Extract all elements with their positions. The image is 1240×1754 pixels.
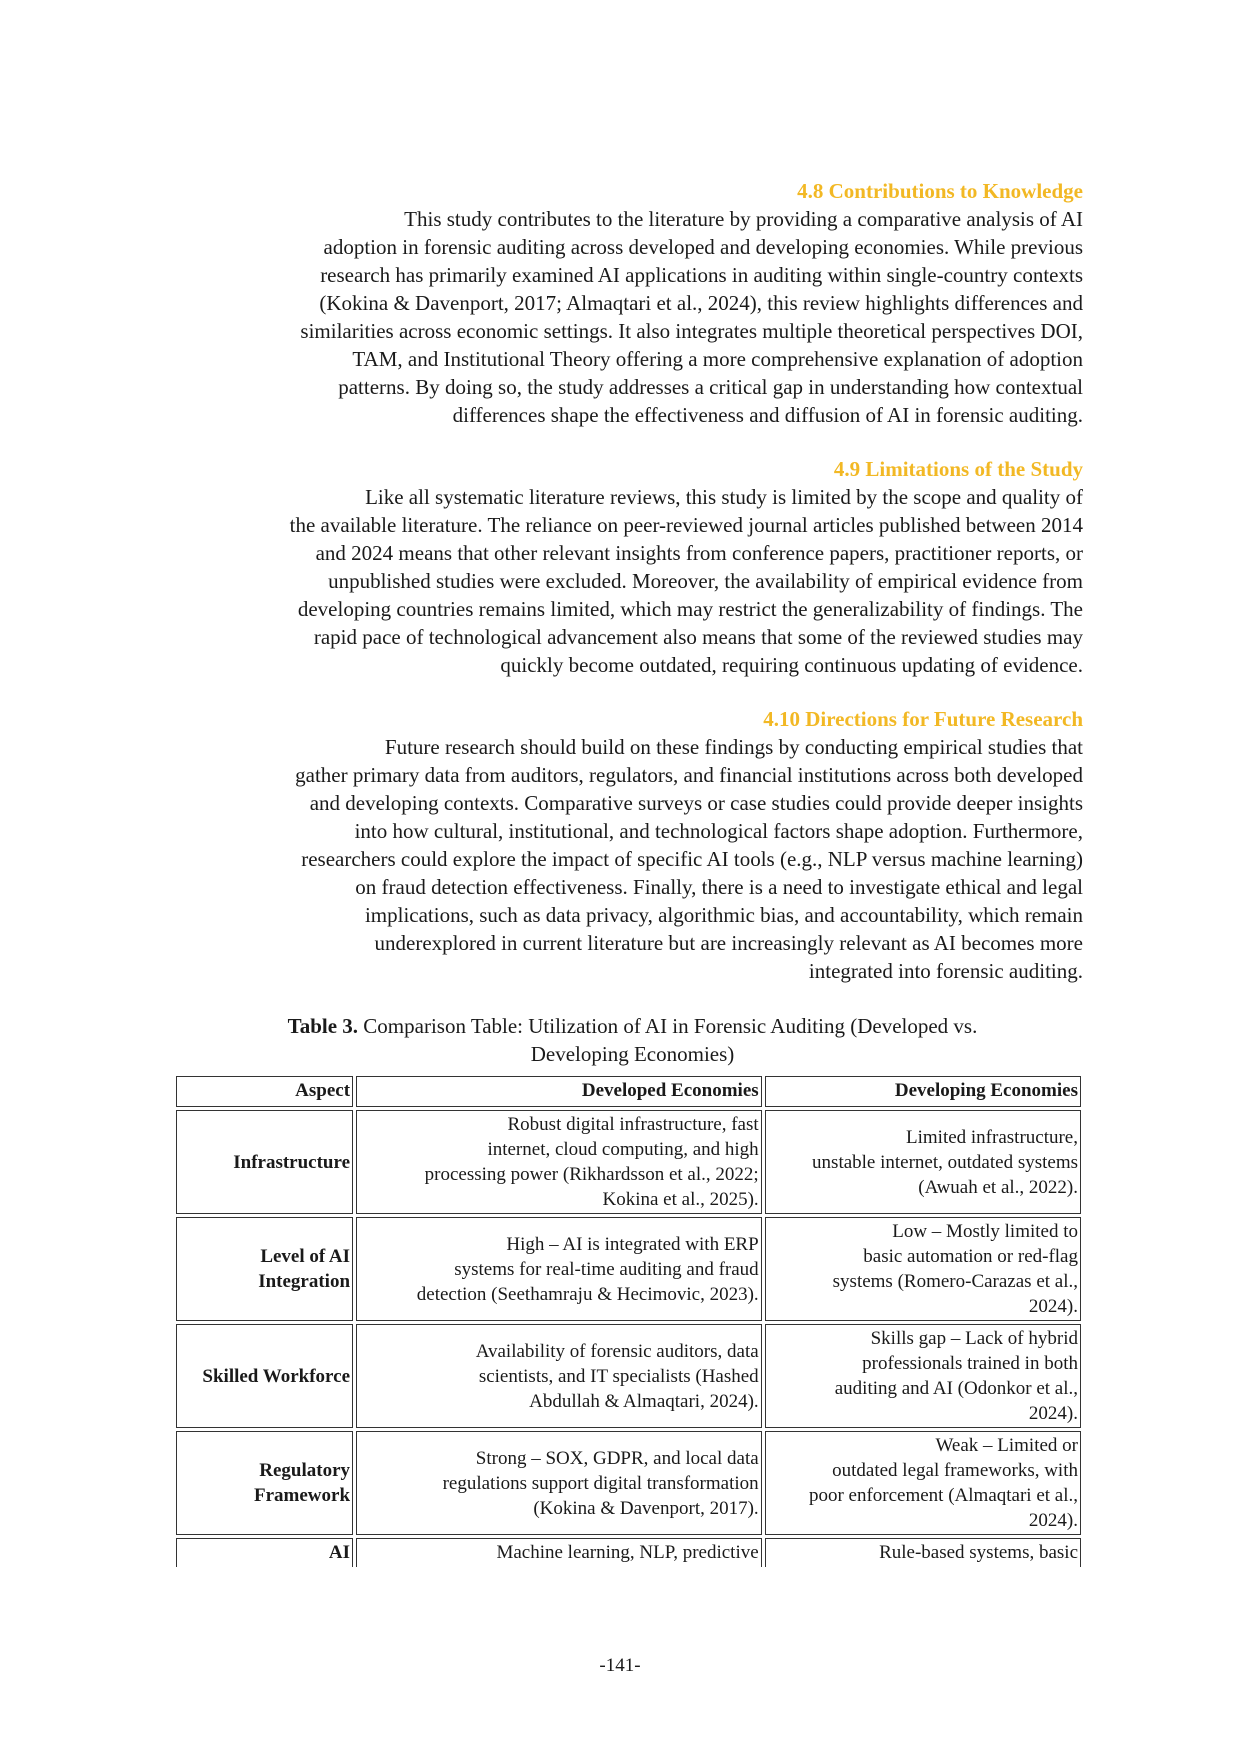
table-cell-developed: High – AI is integrated with ERP systems for real-time auditing and fraud detection (Seethamraju & Hecimovic, 2023). [356,1217,762,1321]
section-heading-future-research: 4.10 Directions for Future Research [763,707,1083,731]
table-caption-text-line2: Developing Economies) [530,1042,735,1066]
table-cell-developed: Machine learning, NLP, predictive [356,1538,762,1567]
header-developing: Developing Economies [765,1076,1081,1107]
table-row [176,1324,1081,1428]
comparison-table [173,1073,1084,1570]
table-cell-developing: Low – Mostly limited to basic automation or red-flag systems (Romero-Carazas et al., 2024). [765,1217,1081,1321]
section-heading-contributions: 4.8 Contributions to Knowledge [797,179,1083,203]
header-aspect: Aspect [176,1076,353,1107]
table-row [176,1110,1081,1214]
table-cell-aspect: Skilled Workforce [176,1324,353,1428]
paragraph-contributions: This study contributes to the literature by providing a comparative analysis of AI adoption in forensic auditing across developed and developing economies. While previous research has primarily examined AI applications in auditing within single-country contexts (Kokina & Davenport, 2017; Almaqtari et al., 2024), this review highlights differences and similarities across economic settings. It also integrates multiple theoretical perspectives DOI, TAM, and Institutional Theory offering a more comprehensive explanation of adoption patterns. By doing so, the study addresses a critical gap in understanding how contextual differences shape the effectiveness and diffusion of AI in forensic auditing. [300,207,1083,427]
table-caption [182,1012,1083,1068]
table-cell-aspect: AI [176,1538,353,1567]
table-row [176,1431,1081,1535]
table-cell-developing: Limited infrastructure, unstable internet, outdated systems (Awuah et al., 2022). [765,1110,1081,1214]
table-cell-aspect: Regulatory Framework [176,1431,353,1535]
table-caption-text: Comparison Table: Utilization of AI in Forensic Auditing (Developed vs. [363,1014,978,1038]
table-cell-developed: Strong – SOX, GDPR, and local data regulations support digital transformation (Kokina & Davenport, 2017). [356,1431,762,1535]
header-developed: Developed Economies [356,1076,762,1107]
section-heading-limitations: 4.9 Limitations of the Study [833,457,1083,481]
table-cell-developing: Weak – Limited or outdated legal frameworks, with poor enforcement (Almaqtari et al., 2024). [765,1431,1081,1535]
table-row [176,1538,1081,1567]
table-caption-label: Table 3. [287,1014,359,1038]
table-row [176,1217,1081,1321]
table-cell-aspect: Infrastructure [176,1110,353,1214]
table-cell-developing: Skills gap – Lack of hybrid professionals trained in both auditing and AI (Odonkor et al., 2024). [765,1324,1081,1428]
table-cell-aspect: Level of AI Integration [176,1217,353,1321]
page-number: -141- [599,1655,641,1676]
table-header-row [176,1076,1081,1107]
table-cell-developing: Rule-based systems, basic [765,1538,1081,1567]
table-cell-developed: Robust digital infrastructure, fast internet, cloud computing, and high processing power (Rikhardsson et al., 2022; Kokina et al., 2025). [356,1110,762,1214]
paragraph-limitations: Like all systematic literature reviews, this study is limited by the scope and quality of the available literature. The reliance on peer-reviewed journal articles published between 2014 and 2024 means that other relevant insights from conference papers, practitioner reports, or unpublished studies were excluded. Moreover, the availability of empirical evidence from developing countries remains limited, which may restrict the generalizability of findings. The rapid pace of technological advancement also means that some of the reviewed studies may quickly become outdated, requiring continuous updating of evidence. [289,485,1083,677]
paragraph-future-research: Future research should build on these findings by conducting empirical studies that gather primary data from auditors, regulators, and financial institutions across both developed and developing contexts. Comparative surveys or case studies could provide deeper insights into how cultural, institutional, and technological factors shape adoption. Furthermore, researchers could explore the impact of specific AI tools (e.g., NLP versus machine learning) on fraud detection effectiveness. Finally, there is a need to investigate ethical and legal implications, such as data privacy, algorithmic bias, and accountability, which remain underexplored in current literature but are increasingly relevant as AI becomes more integrated into forensic auditing. [295,735,1083,983]
table-cell-developed: Availability of forensic auditors, data scientists, and IT specialists (Hashed Abdullah & Almaqtari, 2024). [356,1324,762,1428]
